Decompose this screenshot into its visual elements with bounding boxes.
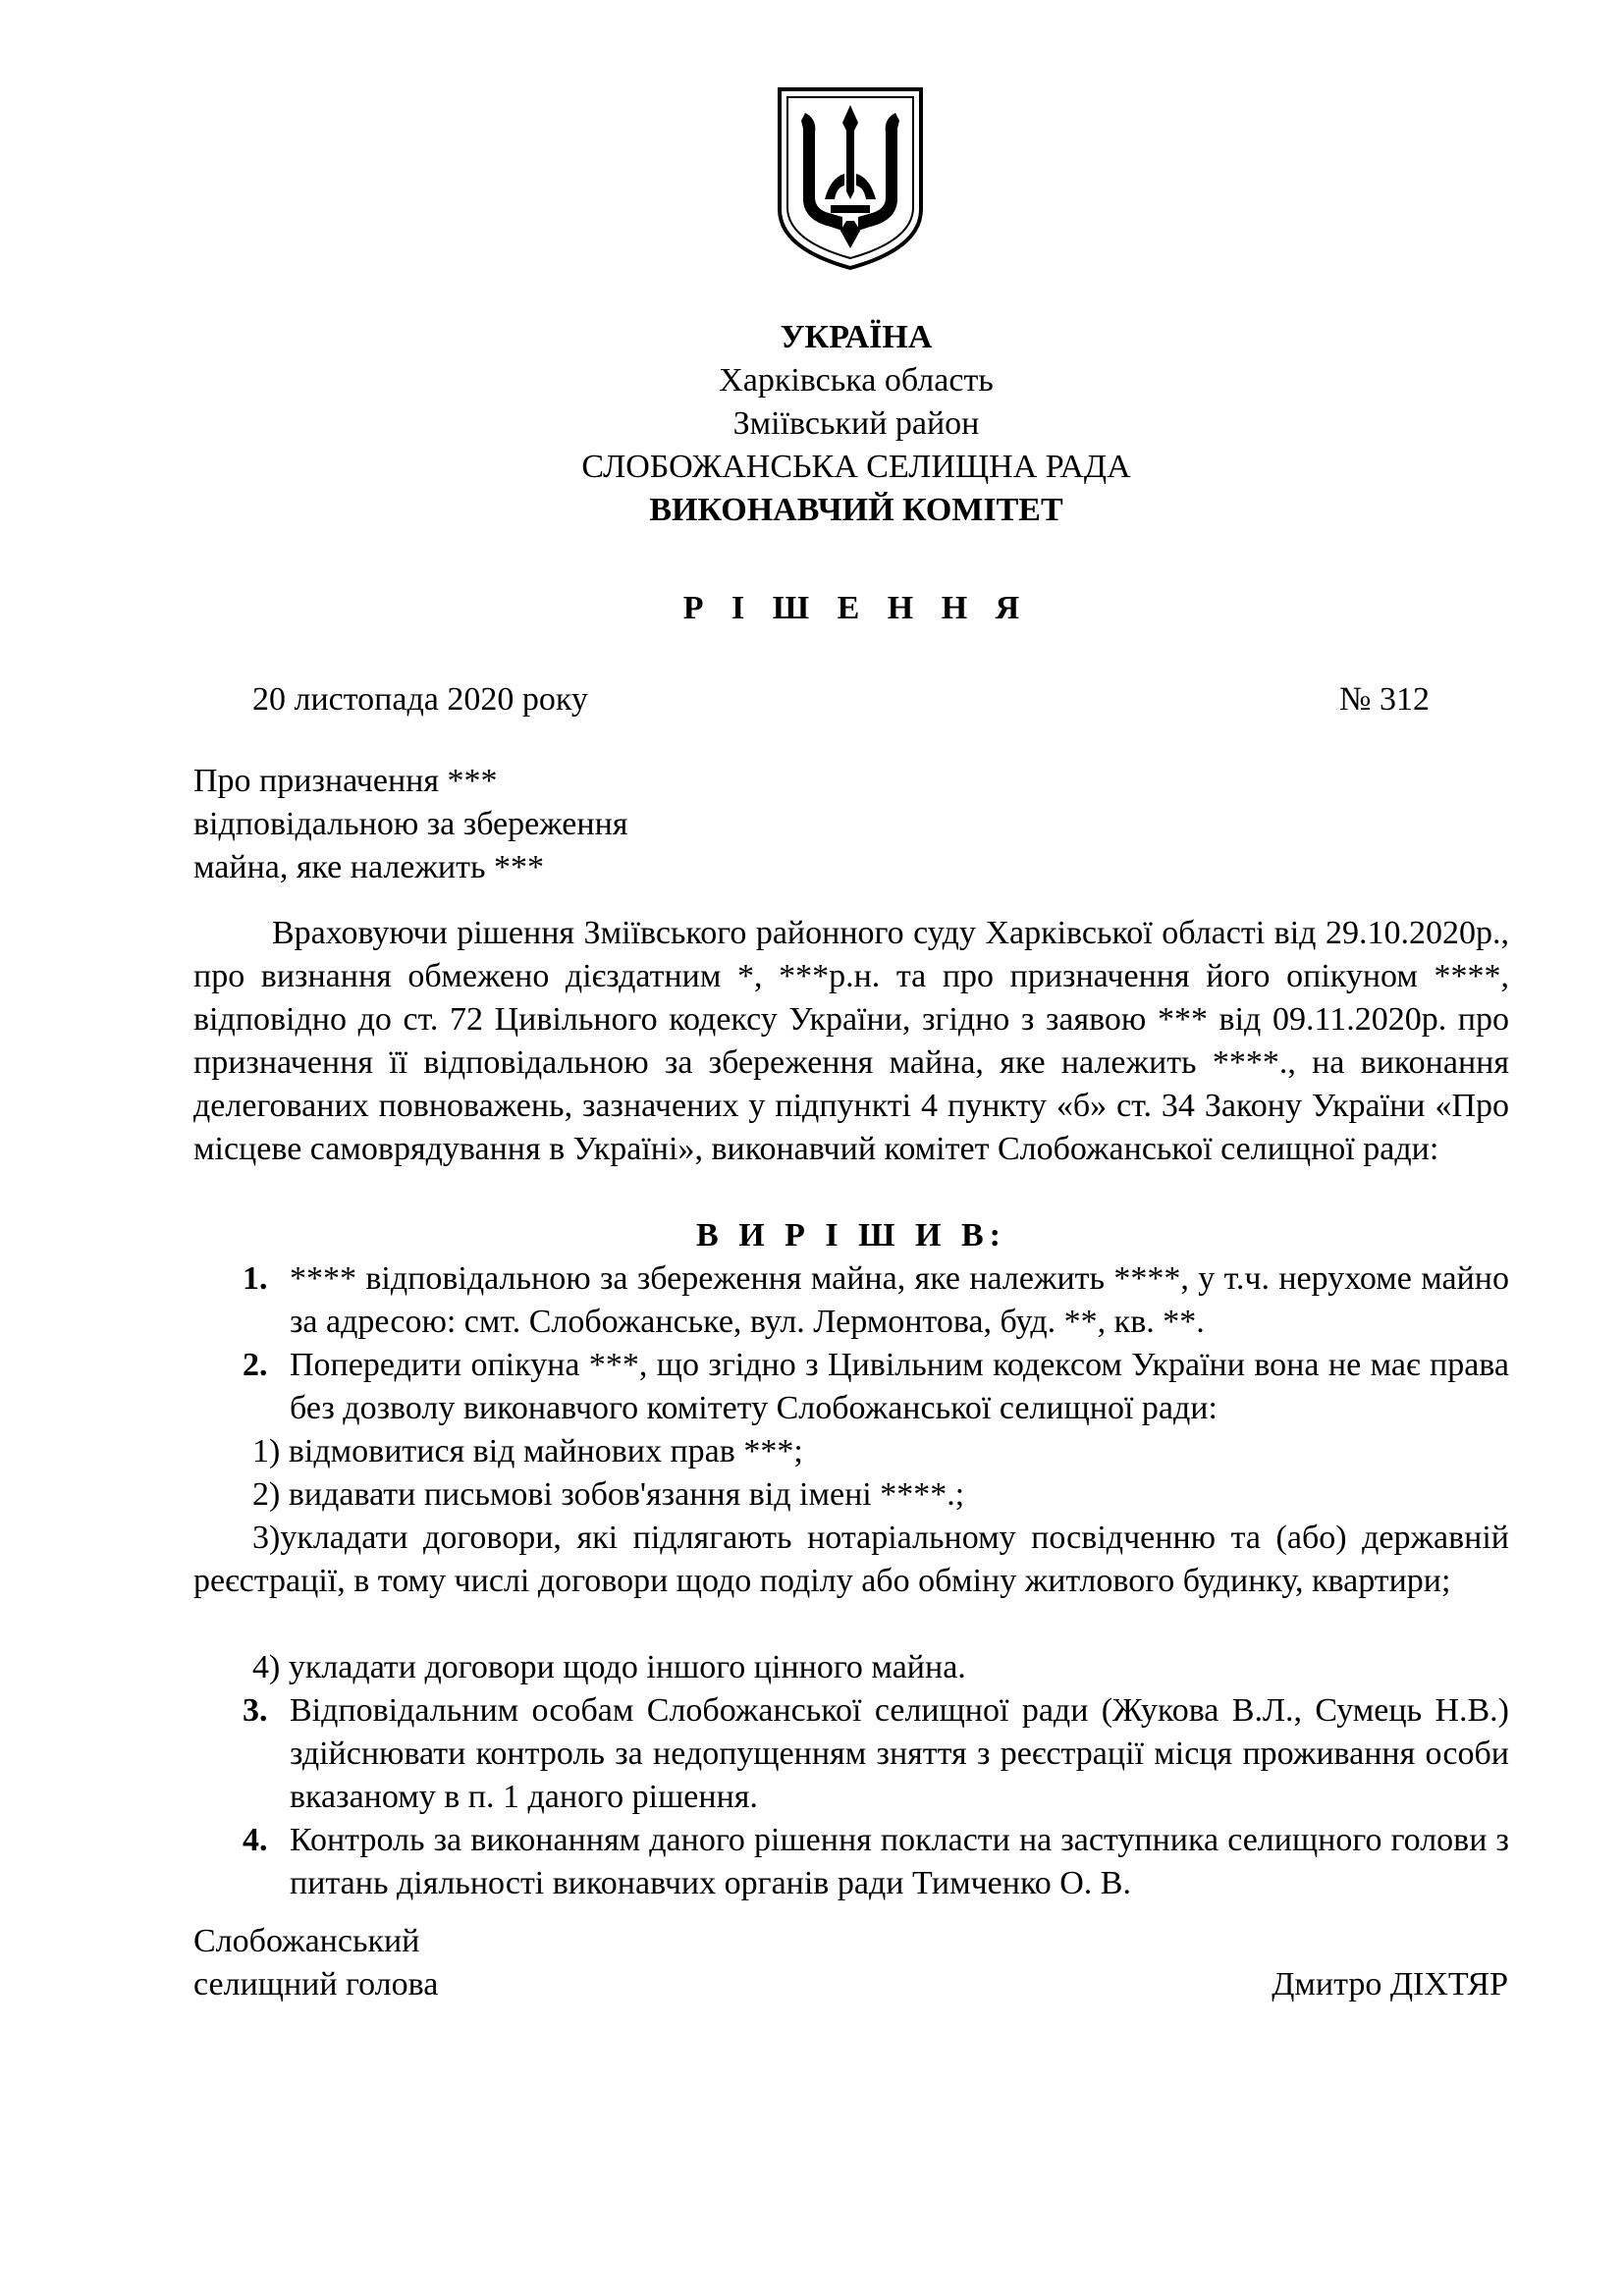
- decision-date: 20 листопада 2020 року: [252, 681, 588, 718]
- list-item: [243, 1257, 1509, 1344]
- trident-coat-of-arms-icon: [772, 83, 929, 272]
- sub-item: 3)укладати договори, які підлягають нотаріальному посвідченню та (або) державній реєстрації, в тому числі договори щодо поділу або обміну житлового будинку, квартири;: [193, 1520, 1509, 1599]
- item-number: 3.: [243, 1692, 268, 1729]
- sub-item: 2) видавати письмові зобов'язання від імені ****.;: [252, 1476, 965, 1513]
- region-line: Харківська область: [719, 362, 994, 399]
- signatory-title-line: Слобожанський: [193, 1923, 420, 1959]
- council-line: СЛОБОЖАНСЬКА СЕЛИЩНА РАДА: [581, 449, 1131, 485]
- committee-line: ВИКОНАВЧИЙ КОМІТЕТ: [649, 492, 1063, 528]
- decision-number: № 312: [1339, 681, 1430, 718]
- decision-subject: [193, 760, 881, 889]
- list-item: [243, 1689, 1509, 1819]
- item-number: 4.: [243, 1822, 268, 1858]
- country-title: УКРАЇНА: [780, 319, 933, 355]
- list-item: [243, 1344, 1509, 1430]
- subject-line: відповідальною за збереження: [193, 806, 628, 842]
- item-text: Відповідальним особам Слобожанської селищної ради (Жукова В.Л., Сумець Н.В.) здійснювати контроль за недопущенням зняття з реєстрації місця проживання особи вказаному в п. 1 даного рішення.: [290, 1692, 1509, 1815]
- sub-item: 4) укладати договори щодо іншого цінного майна.: [252, 1649, 966, 1685]
- intro-paragraph: Враховуючи рішення Зміївського районного суду Харківської області від 29.10.2020р., про визнання обмежено дієздатним *, ***р.н. та про призначення його опікуном ****, відповідно до ст. 72 Цивільного кодексу України, згідно з заявою *** від 09.11.2020р. про призначення її відповідальною за збереження майна, яке належить ****., на виконання делегованих повноважень, зазначених у підпункті 4 пункту «б» ст. 34 Закону України «Про місцеве самоврядування в Україні», виконавчий комітет Слобожанської селищної ради:: [193, 915, 1509, 1167]
- district-line: Зміївський район: [732, 405, 980, 442]
- list-item: [243, 1819, 1509, 1905]
- document-header: [0, 316, 1624, 532]
- item-text: **** відповідальною за збереження майна, яке належить ****, у т.ч. нерухоме майно за адресою: смт. Слобожанське, вул. Лермонтова, буд. **, кв. **.: [290, 1260, 1509, 1340]
- signatory-title-line: селищний голова: [193, 1966, 439, 2002]
- signatory-title: [193, 1920, 438, 2006]
- decision-title: Р І Ш Е Н Н Я: [682, 590, 1030, 626]
- resolved-heading: В И Р І Ш И В:: [696, 1217, 1006, 1254]
- item-number: 1.: [243, 1260, 268, 1297]
- item-text: Попередити опікуна ***, що згідно з Цивільним кодексом України вона не має права без дозволу виконавчого комітету Слобожанської селищної ради:: [290, 1347, 1509, 1426]
- sub-item: 1) відмовитися від майнових прав ***;: [252, 1433, 803, 1469]
- signatory-name: Дмитро ДІХТЯР: [1272, 1966, 1508, 2002]
- item-number: 2.: [243, 1347, 268, 1383]
- subject-line: Про призначення ***: [193, 763, 498, 799]
- subject-line: майна, яке належить ***: [193, 849, 544, 885]
- item-text: Контроль за виконанням даного рішення покласти на заступника селищного голови з питань діяльності виконавчих органів ради Тимченко О. В.: [290, 1822, 1509, 1901]
